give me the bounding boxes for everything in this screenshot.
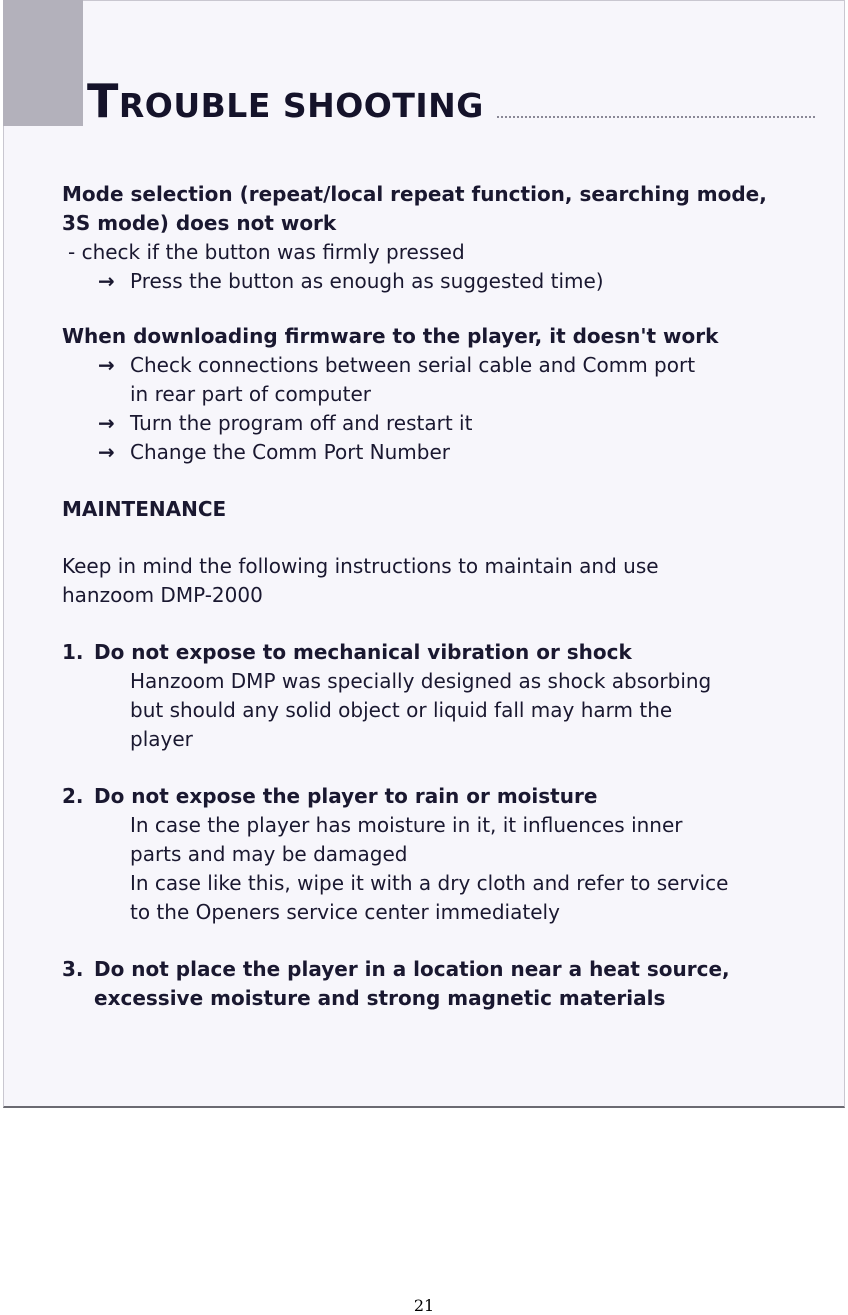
action-text-cont: in rear part of computer xyxy=(130,382,371,406)
document-body xyxy=(62,180,822,1013)
item-text: player xyxy=(130,727,193,751)
arrow-icon: → xyxy=(98,353,115,377)
section-heading: Mode selection (repeat/local repeat function, searching mode, xyxy=(62,182,767,206)
item-title xyxy=(62,955,822,984)
action-text: Press the button as enough as suggested time) xyxy=(130,269,604,293)
maintenance-item-3 xyxy=(62,955,822,1013)
title-decor-block xyxy=(3,0,83,126)
page-number: 21 xyxy=(413,1296,435,1315)
section-mode-selection xyxy=(62,180,822,296)
maintenance-item-1 xyxy=(62,638,822,754)
item-title-cont: excessive moisture and strong magnetic materials xyxy=(94,986,666,1010)
intro-line: hanzoom DMP-2000 xyxy=(62,583,263,607)
item-text: In case the player has moisture in it, it influences inner xyxy=(130,813,683,837)
item-text: In case like this, wipe it with a dry cloth and refer to service xyxy=(130,871,729,895)
item-title-text: Do not expose to mechanical vibration or shock xyxy=(94,640,632,664)
section-heading: When downloading firmware to the player, it doesn't work xyxy=(62,324,719,348)
item-title-text: Do not expose the player to rain or moisture xyxy=(94,784,598,808)
maintenance-heading: MAINTENANCE xyxy=(62,497,227,521)
item-title xyxy=(62,638,822,667)
check-line: - check if the button was firmly pressed xyxy=(68,240,465,264)
item-text: to the Openers service center immediately xyxy=(130,900,560,924)
title-rest: ROUBLE SHOOTING xyxy=(118,86,484,125)
maintenance-intro xyxy=(62,552,822,610)
item-number: 3. xyxy=(62,957,84,981)
action-text: Check connections between serial cable and Comm port xyxy=(130,353,696,377)
page-title xyxy=(87,74,484,128)
arrow-icon: → xyxy=(98,269,115,293)
action-line xyxy=(62,438,822,467)
section-heading-cont: 3S mode) does not work xyxy=(62,211,337,235)
arrow-icon: → xyxy=(98,411,115,435)
item-text: but should any solid object or liquid fall may harm the xyxy=(130,698,673,722)
maintenance-item-2 xyxy=(62,782,822,927)
item-number: 2. xyxy=(62,784,84,808)
action-line xyxy=(62,267,822,296)
action-text: Change the Comm Port Number xyxy=(130,440,450,464)
item-text: parts and may be damaged xyxy=(130,842,408,866)
item-title-text: Do not place the player in a location near a heat source, xyxy=(94,957,730,981)
action-line xyxy=(62,351,822,380)
item-number: 1. xyxy=(62,640,84,664)
item-title xyxy=(62,782,822,811)
title-dotted-rule xyxy=(497,116,815,118)
section-firmware xyxy=(62,322,822,467)
action-line xyxy=(62,409,822,438)
item-text: Hanzoom DMP was specially designed as shock absorbing xyxy=(130,669,712,693)
arrow-icon: → xyxy=(98,440,115,464)
intro-line: Keep in mind the following instructions to maintain and use xyxy=(62,554,659,578)
title-initial: T xyxy=(87,74,119,128)
action-text: Turn the program off and restart it xyxy=(130,411,473,435)
